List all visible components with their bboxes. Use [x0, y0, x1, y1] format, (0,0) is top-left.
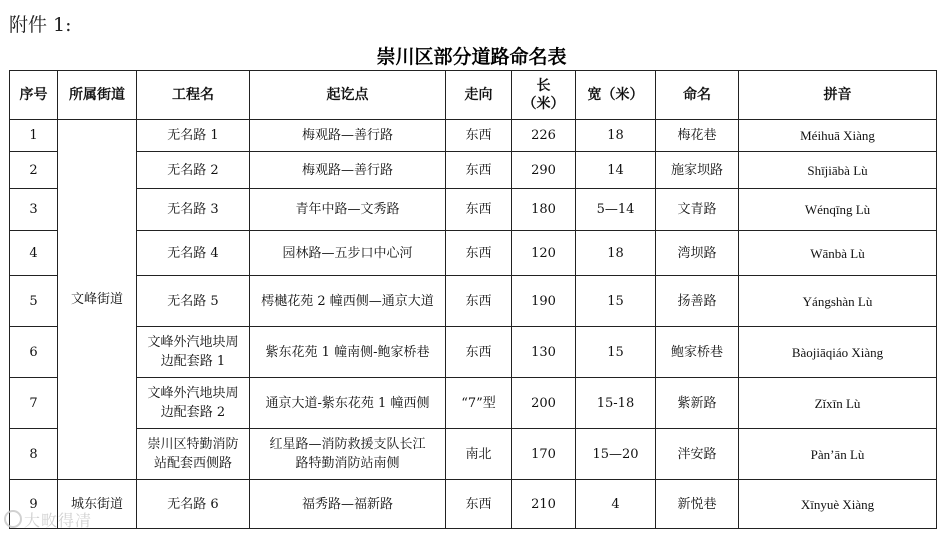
- cell-project-line1: 崇川区特勤消防: [147, 437, 239, 452]
- cell-range: [250, 429, 446, 480]
- cell-project-line1: 文峰外汽地块周: [147, 335, 239, 350]
- page-title: 崇川区部分道路命名表: [376, 46, 567, 68]
- table-row: [10, 429, 937, 480]
- col-header-name: 命名: [656, 71, 739, 120]
- table-row: [10, 480, 937, 529]
- cell-range: 梅观路—善行路: [250, 152, 446, 189]
- cell-width: 15—20: [576, 429, 656, 480]
- cell-pinyin: Yángshàn Lù: [739, 276, 937, 327]
- cell-name: 梅花巷: [656, 120, 739, 152]
- cell-name: 紫新路: [656, 378, 739, 429]
- col-header-direction: 走向: [446, 71, 512, 120]
- cell-seq: 6: [10, 327, 58, 378]
- cell-length: 226: [512, 120, 576, 152]
- watermark-text: 大畋得凊: [24, 511, 93, 530]
- watermark-logo-icon: [4, 510, 22, 528]
- cell-project-line2: 边配套路 1: [160, 354, 226, 369]
- cell-direction: 东西: [446, 480, 512, 529]
- cell-project: 无名路 6: [137, 480, 250, 529]
- cell-street-group: 文峰街道: [58, 120, 137, 480]
- cell-project: [137, 378, 250, 429]
- col-header-length-line1: 长: [536, 78, 551, 94]
- cell-pinyin: Zǐxīn Lù: [739, 378, 937, 429]
- cell-name: 扬善路: [656, 276, 739, 327]
- cell-seq: 5: [10, 276, 58, 327]
- cell-length: 290: [512, 152, 576, 189]
- cell-width: 15: [576, 276, 656, 327]
- col-header-range: 起讫点: [250, 71, 446, 120]
- cell-seq: 8: [10, 429, 58, 480]
- cell-name: 湾坝路: [656, 231, 739, 276]
- cell-width: 14: [576, 152, 656, 189]
- cell-seq: 9: [10, 480, 58, 529]
- cell-direction: 南北: [446, 429, 512, 480]
- cell-project-line1: 文峰外汽地块周: [147, 386, 239, 401]
- col-header-width: 宽（米）: [576, 71, 656, 120]
- cell-project: 无名路 5: [137, 276, 250, 327]
- cell-length: 180: [512, 189, 576, 231]
- cell-range: 紫东花苑 1 幢南侧-鲍家桥巷: [250, 327, 446, 378]
- table-row: [10, 189, 937, 231]
- col-header-length-line2: （米）: [522, 96, 565, 112]
- table-row: [10, 231, 937, 276]
- cell-pinyin: Xīnyuè Xiàng: [739, 480, 937, 529]
- cell-length: 200: [512, 378, 576, 429]
- watermark: [4, 508, 92, 531]
- table-row: [10, 378, 937, 429]
- col-header-length: [512, 71, 576, 120]
- cell-seq: 4: [10, 231, 58, 276]
- col-header-project: 工程名: [137, 71, 250, 120]
- header-row: [10, 71, 937, 120]
- cell-seq: 2: [10, 152, 58, 189]
- cell-width: 15-18: [576, 378, 656, 429]
- cell-range: 青年中路—文秀路: [250, 189, 446, 231]
- cell-seq: 3: [10, 189, 58, 231]
- cell-project: [137, 429, 250, 480]
- cell-seq: 7: [10, 378, 58, 429]
- cell-pinyin: Bàojiāqiáo Xiàng: [739, 327, 937, 378]
- cell-width: 5—14: [576, 189, 656, 231]
- table-row: [10, 327, 937, 378]
- cell-range: 樗樾花苑 2 幢西侧—通京大道: [250, 276, 446, 327]
- cell-street-group: 城东街道: [58, 480, 137, 529]
- cell-direction: 东西: [446, 231, 512, 276]
- cell-width: 4: [576, 480, 656, 529]
- cell-name: 新悦巷: [656, 480, 739, 529]
- col-header-pinyin: 拼音: [739, 71, 937, 120]
- cell-project: [137, 327, 250, 378]
- cell-range: 园林路—五步口中心河: [250, 231, 446, 276]
- cell-name: 文青路: [656, 189, 739, 231]
- cell-direction: 东西: [446, 120, 512, 152]
- cell-pinyin: Wānbà Lù: [739, 231, 937, 276]
- table-row: [10, 120, 937, 152]
- cell-pinyin: Méihuā Xiàng: [739, 120, 937, 152]
- cell-pinyin: Pàn’ān Lù: [739, 429, 937, 480]
- cell-range-line2: 路特勤消防站南侧: [295, 456, 400, 471]
- cell-length: 120: [512, 231, 576, 276]
- col-header-street: 所属街道: [58, 71, 137, 120]
- cell-project: 无名路 3: [137, 189, 250, 231]
- cell-width: 15: [576, 327, 656, 378]
- cell-seq: 1: [10, 120, 58, 152]
- cell-direction: 东西: [446, 152, 512, 189]
- col-header-seq: 序号: [10, 71, 58, 120]
- cell-width: 18: [576, 231, 656, 276]
- table-row: [10, 276, 937, 327]
- cell-length: 210: [512, 480, 576, 529]
- cell-name: 施家坝路: [656, 152, 739, 189]
- cell-range-line1: 红星路—消防救援支队长江: [269, 437, 426, 452]
- cell-direction: “7”型: [446, 378, 512, 429]
- cell-direction: 东西: [446, 189, 512, 231]
- cell-length: 170: [512, 429, 576, 480]
- cell-direction: 东西: [446, 327, 512, 378]
- cell-name: 泮安路: [656, 429, 739, 480]
- road-naming-table: [9, 70, 937, 529]
- cell-project: 无名路 4: [137, 231, 250, 276]
- cell-length: 130: [512, 327, 576, 378]
- cell-project-line2: 站配套西侧路: [153, 456, 232, 471]
- cell-width: 18: [576, 120, 656, 152]
- cell-length: 190: [512, 276, 576, 327]
- table-row: [10, 152, 937, 189]
- cell-range: 梅观路—善行路: [250, 120, 446, 152]
- cell-range: 福秀路—福新路: [250, 480, 446, 529]
- cell-project: 无名路 2: [137, 152, 250, 189]
- cell-pinyin: Shījiābà Lù: [739, 152, 937, 189]
- cell-direction: 东西: [446, 276, 512, 327]
- cell-name: 鲍家桥巷: [656, 327, 739, 378]
- cell-project-line2: 边配套路 2: [160, 405, 226, 420]
- attachment-label: 附件 1:: [9, 14, 72, 36]
- cell-pinyin: Wénqīng Lù: [739, 189, 937, 231]
- cell-project: 无名路 1: [137, 120, 250, 152]
- cell-range: 通京大道-紫东花苑 1 幢西侧: [250, 378, 446, 429]
